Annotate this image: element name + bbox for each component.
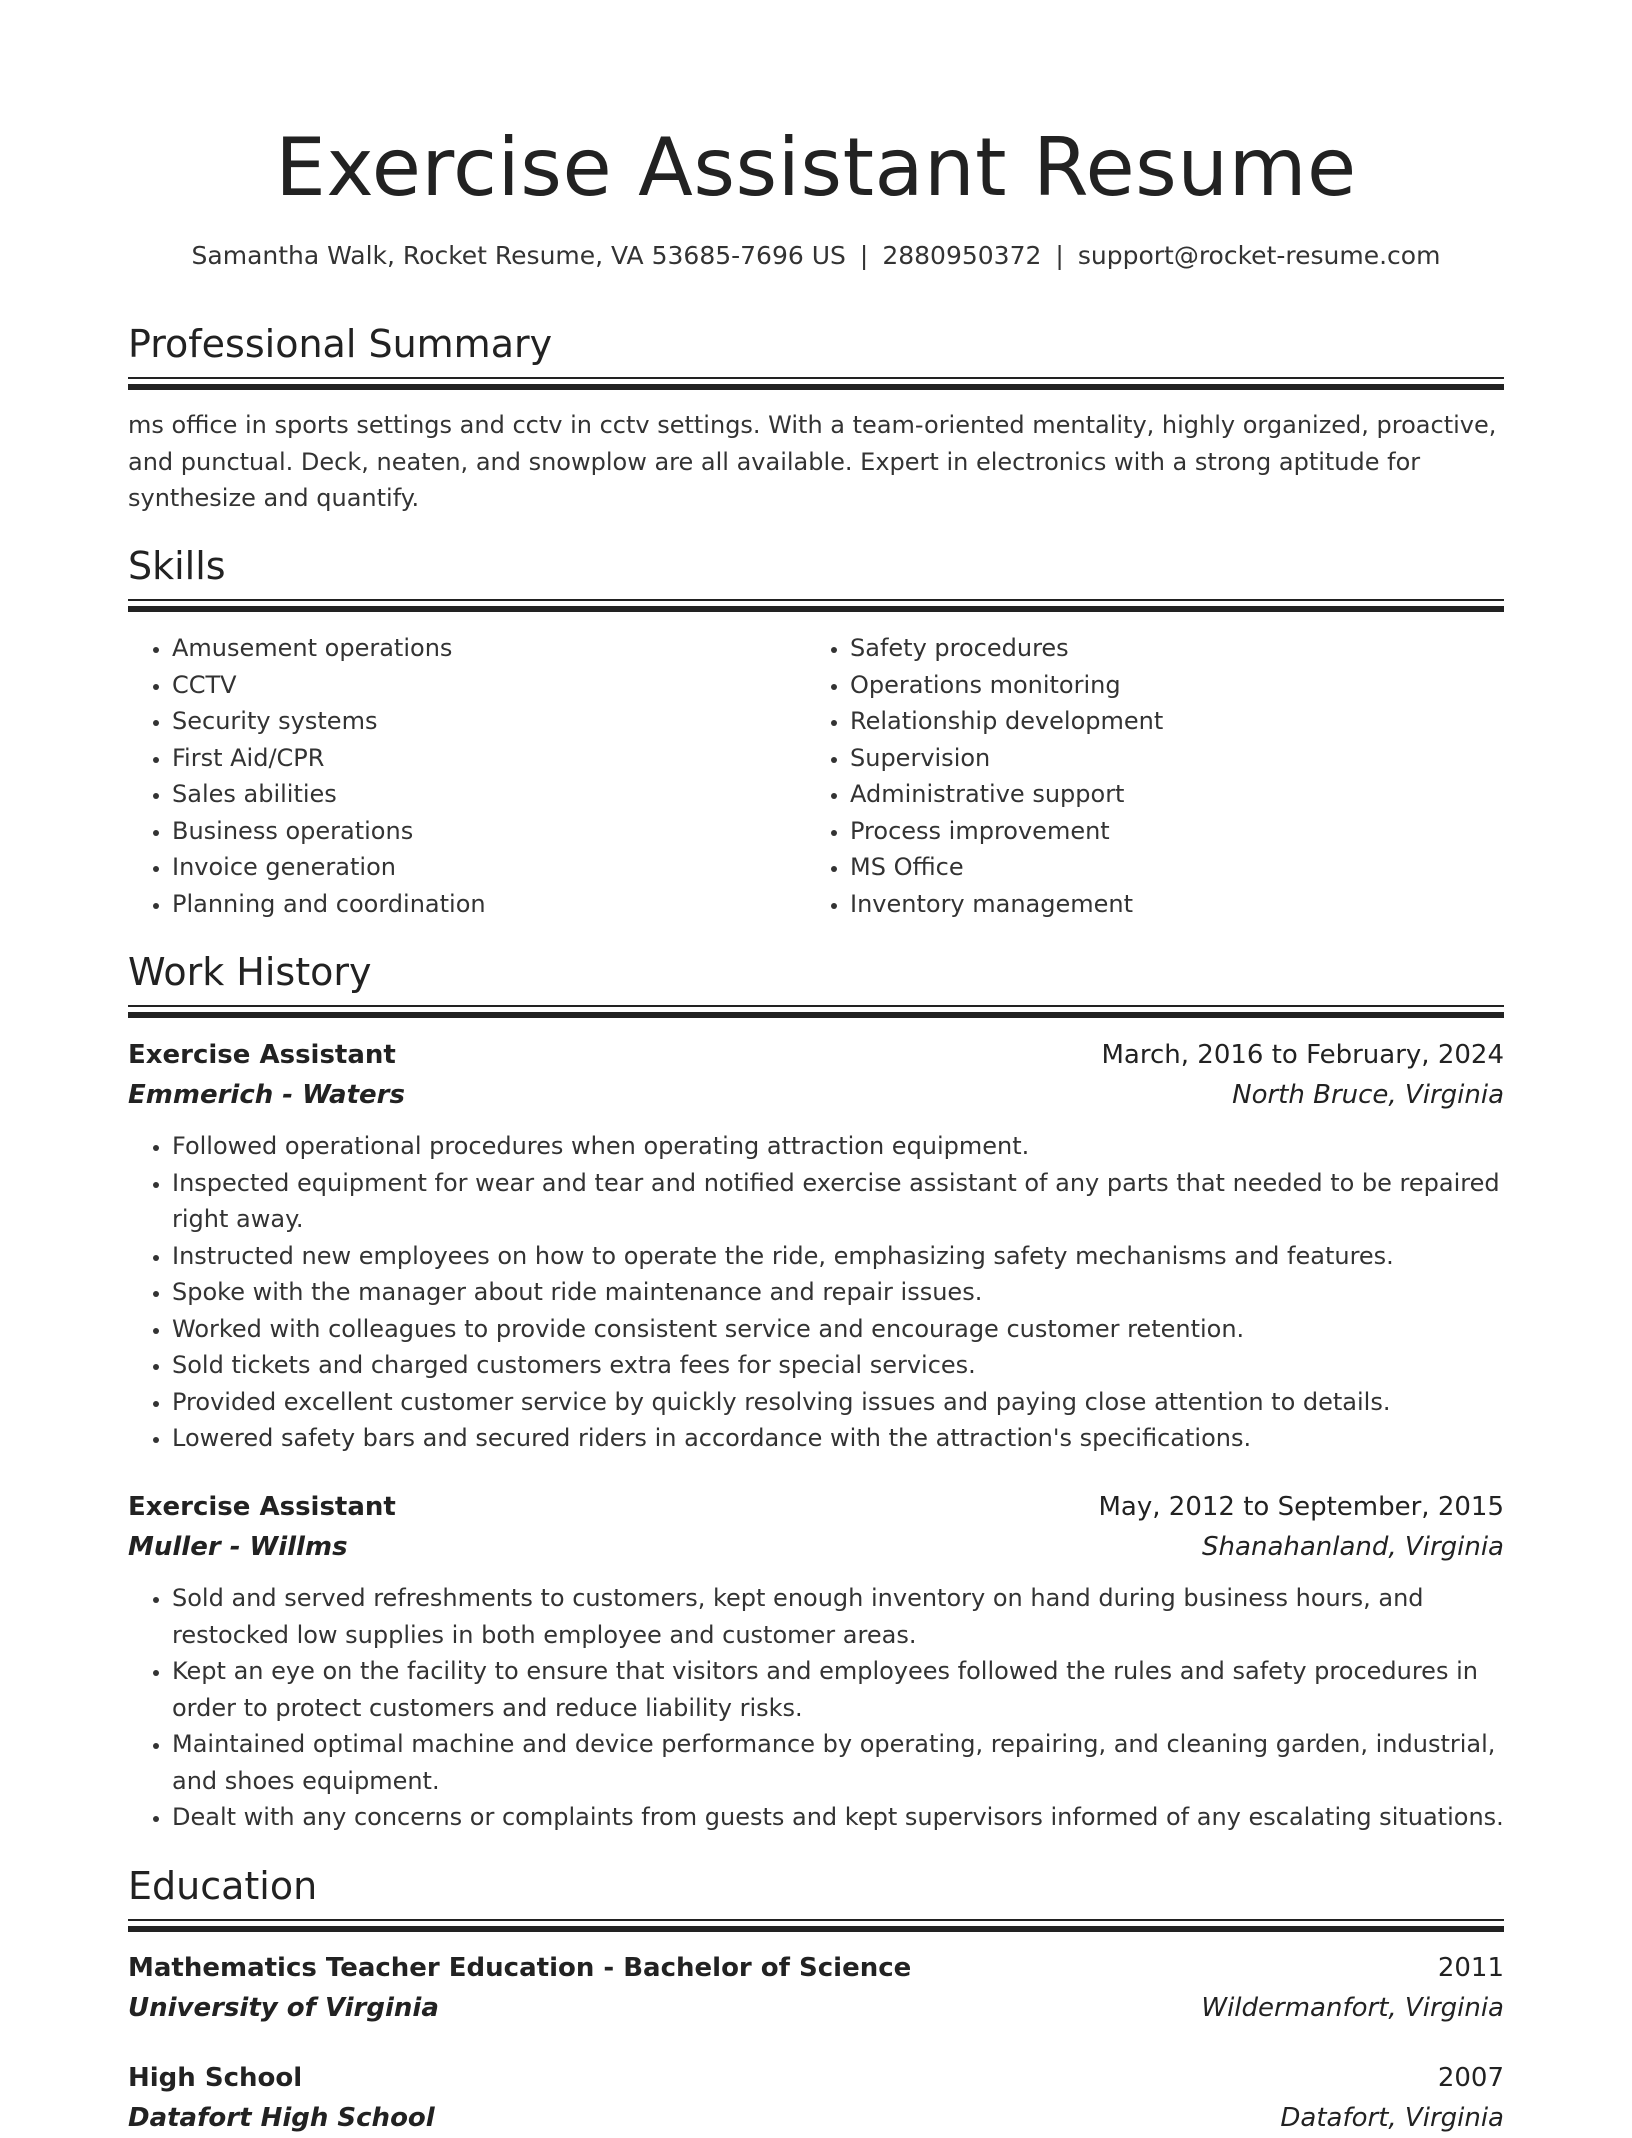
section-divider	[128, 1005, 1504, 1007]
skill-item: • Process improvement	[850, 813, 1446, 850]
skill-item: • Administrative support	[850, 776, 1446, 813]
job-bullet: • Instructed new employees on how to operate the ride, emphasizing safety mechanisms and features.	[172, 1238, 1504, 1275]
education-degree: Mathematics Teacher Education - Bachelor of Science	[128, 1953, 912, 1983]
skill-item: • Sales abilities	[172, 776, 768, 813]
skill-item: • Security systems	[172, 703, 768, 740]
section-title-education: Education	[128, 1864, 318, 1908]
section-divider	[128, 384, 1504, 390]
job-bullet: • Dealt with any concerns or complaints from guests and kept supervisors informed of any escalating situations.	[172, 1799, 1504, 1836]
summary-text: ms office in sports settings and cctv in cctv settings. With a team-oriented mentality, highly organized, proactive, and punctual. Deck, neaten, and snowplow are all available. Expert in electronics with a strong aptitude for synthesize and quantify.	[128, 411, 1497, 512]
job-location: North Bruce, Virginia	[1232, 1080, 1504, 1110]
contact-phone[interactable]: 2880950372	[882, 241, 1042, 270]
education-subheader	[128, 1988, 1504, 2028]
skill-item: • Relationship development	[850, 703, 1446, 740]
section-title-work-history: Work History	[128, 950, 372, 994]
job-bullets	[128, 1128, 1504, 1457]
education-header	[128, 1948, 1504, 1988]
job-dates: March, 2016 to February, 2024	[1101, 1040, 1504, 1070]
job-bullet: • Kept an eye on the facility to ensure that visitors and employees followed the rules and safety procedures in order to protect customers and reduce liability risks.	[172, 1653, 1504, 1726]
contact-email[interactable]: support@rocket-resume.com	[1077, 241, 1441, 270]
job-location: Shanahanland, Virginia	[1202, 1532, 1504, 1562]
job-bullet: • Maintained optimal machine and device performance by operating, repairing, and cleaning garden, industrial, and shoes equipment.	[172, 1726, 1504, 1799]
contact-address: Samantha Walk, Rocket Resume, VA 53685-7696 US	[191, 241, 846, 270]
job-header	[128, 1035, 1504, 1075]
job-bullet: • Provided excellent customer service by quickly resolving issues and paying close attention to details.	[172, 1384, 1504, 1421]
education-school: University of Virginia	[128, 1993, 439, 2023]
section-divider	[128, 606, 1504, 612]
contact-line	[128, 238, 1504, 274]
job-bullets	[128, 1580, 1504, 1836]
education-degree: High School	[128, 2063, 303, 2093]
section-title-summary: Professional Summary	[128, 322, 553, 366]
skills-list-right	[806, 630, 1446, 922]
skill-item: • First Aid/CPR	[172, 740, 768, 777]
job-company: Muller - Willms	[128, 1532, 348, 1562]
job-header	[128, 1487, 1504, 1527]
education-location: Datafort, Virginia	[1280, 2103, 1504, 2133]
job-bullet: • Spoke with the manager about ride maintenance and repair issues.	[172, 1274, 1504, 1311]
section-divider	[128, 599, 1504, 601]
skill-item: • Business operations	[172, 813, 768, 850]
skill-item: • Amusement operations	[172, 630, 768, 667]
job-position: Exercise Assistant	[128, 1492, 396, 1522]
education-location: Wildermanfort, Virginia	[1201, 1993, 1504, 2023]
education-school: Datafort High School	[128, 2103, 435, 2133]
resume-title: Exercise Assistant Resume	[275, 121, 1357, 214]
skill-item: • Supervision	[850, 740, 1446, 777]
skill-item: • Invoice generation	[172, 849, 768, 886]
job-position: Exercise Assistant	[128, 1040, 396, 1070]
contact-separator: |	[1055, 241, 1064, 270]
skill-item: • CCTV	[172, 667, 768, 704]
skill-item: • Safety procedures	[850, 630, 1446, 667]
job-dates: May, 2012 to September, 2015	[1098, 1492, 1504, 1522]
section-divider	[128, 1919, 1504, 1921]
job-bullet: • Worked with colleagues to provide consistent service and encourage customer retention.	[172, 1311, 1504, 1348]
education-subheader	[128, 2098, 1504, 2138]
job-bullet: • Followed operational procedures when operating attraction equipment.	[172, 1128, 1504, 1165]
job-bullet: • Sold and served refreshments to customers, kept enough inventory on hand during business hours, and restocked low supplies in both employee and customer areas.	[172, 1580, 1504, 1653]
job-bullet: • Inspected equipment for wear and tear and notified exercise assistant of any parts that needed to be repaired right away.	[172, 1165, 1504, 1238]
job-bullet: • Lowered safety bars and secured riders in accordance with the attraction's specifications.	[172, 1420, 1504, 1457]
job-subheader	[128, 1075, 1504, 1115]
contact-separator: |	[859, 241, 869, 270]
section-divider	[128, 1012, 1504, 1018]
education-year: 2007	[1437, 2063, 1504, 2093]
education-header	[128, 2058, 1504, 2098]
section-divider	[128, 377, 1504, 379]
job-bullet: • Sold tickets and charged customers extra fees for special services.	[172, 1347, 1504, 1384]
section-divider	[128, 1926, 1504, 1932]
section-title-skills: Skills	[128, 544, 226, 588]
skill-item: • Planning and coordination	[172, 886, 768, 923]
education-year: 2011	[1437, 1953, 1504, 1983]
skill-item: • Inventory management	[850, 886, 1446, 923]
skill-item: • Operations monitoring	[850, 667, 1446, 704]
job-company: Emmerich - Waters	[128, 1080, 405, 1110]
job-subheader	[128, 1527, 1504, 1567]
skill-item: • MS Office	[850, 849, 1446, 886]
skills-list-left	[128, 630, 768, 922]
